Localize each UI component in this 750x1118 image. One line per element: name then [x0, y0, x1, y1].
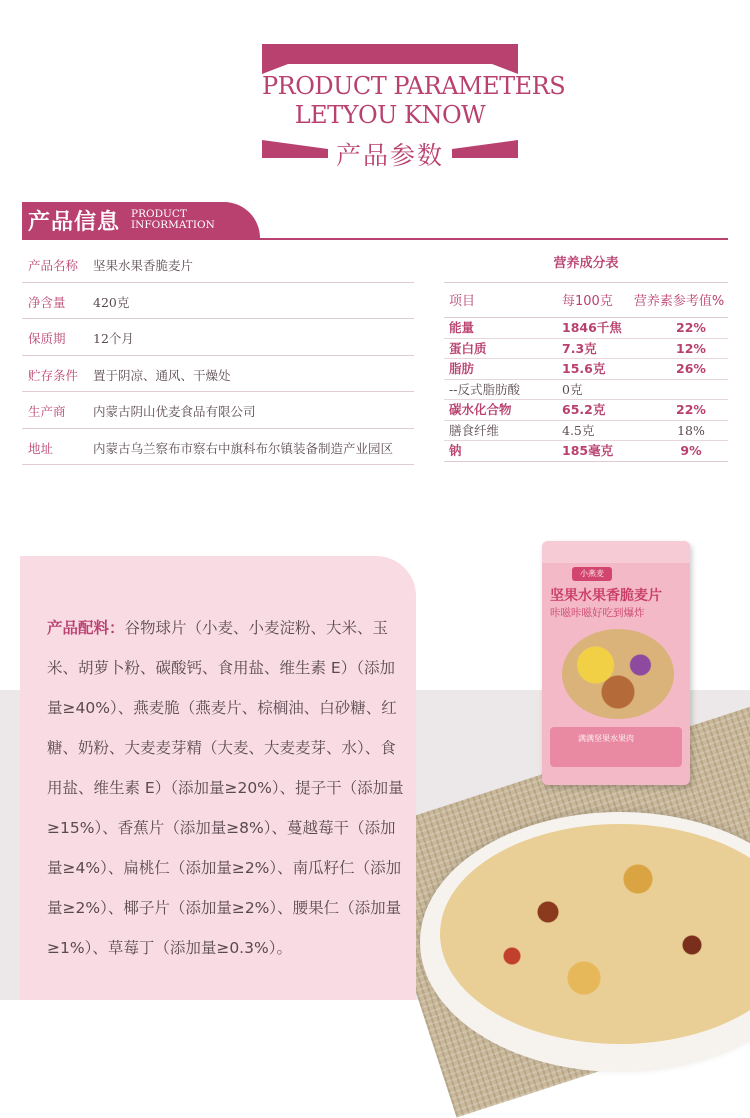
nutrition-item: 能量: [449, 320, 475, 335]
package-band-text: 满满坚果水果肉: [578, 734, 634, 743]
info-value: 坚果水果香脆麦片: [93, 258, 194, 273]
nutrition-header-row: [444, 283, 728, 318]
nutrition-item: 脂肪: [449, 361, 475, 376]
nutrition-table: [444, 246, 728, 462]
section-divider: [22, 238, 728, 240]
nutrition-amount: 0克: [562, 381, 583, 397]
product-package-image: [542, 541, 690, 785]
nutrition-nrv: 22%: [676, 320, 706, 335]
nutrition-nrv: 12%: [676, 340, 706, 356]
nutrition-header-amount: 每100克: [562, 294, 613, 309]
header-en-line2: LETYOU KNOW: [294, 101, 486, 129]
nutrition-item: 碳水化合物: [449, 402, 512, 417]
section-cn-title: 产品信息: [28, 210, 121, 235]
nutrition-amount: 65.2克: [562, 402, 606, 417]
info-key: 净含量: [28, 294, 66, 310]
nutrition-row: [444, 359, 728, 380]
info-row: [22, 246, 414, 283]
info-key: 地址: [28, 440, 54, 456]
nutrition-nrv: 18%: [677, 422, 705, 438]
nutrition-amount: 185毫克: [562, 443, 614, 458]
nutrition-header-nrv: 营养素参考值%: [633, 294, 725, 309]
package-product-name: 坚果水果香脆麦片: [550, 588, 662, 604]
nutrition-amount: 7.3克: [562, 340, 597, 356]
package-fruit-illustration: [562, 629, 674, 719]
header-bottom-right-bar: [452, 140, 518, 158]
info-row: [22, 392, 414, 429]
ingredients-text: 谷物球片（小麦、小麦淀粉、大米、玉米、胡萝卜粉、碳酸钙、食用盐、维生素 E）（添加量≥40%）、燕麦脆（燕麦片、棕榈油、白砂糖、红糖、奶粉、大麦麦芽精（大麦、大麦麦芽、水）、食用盐、维生素 E）（添加量≥20%）、提子干（添加量≥15%）、香蕉片（添加量≥8%）、蔓越莓干（添加量≥4%）、扁桃仁（添加量≥2%）、南瓜籽仁（添加量≥2%）、椰子片（添加量≥2%）、腰果仁（添加量≥1%）、草莓丁（添加量≥0.3%）。: [47, 619, 404, 957]
info-key: 生产商: [28, 404, 66, 419]
nutrition-row: [444, 400, 728, 421]
package-slogan: 咔嗞咔嗞好吃到爆炸: [550, 607, 645, 619]
header-en-line1: PRODUCT PARAMETERS: [262, 72, 566, 100]
info-key: 贮存条件: [28, 367, 79, 383]
info-value: 420克: [93, 294, 130, 310]
info-key: 保质期: [28, 331, 66, 346]
info-value: 内蒙古乌兰察布市察右中旗科布尔镇装备制造产业园区: [93, 440, 394, 456]
nutrition-title: 营养成分表: [444, 246, 728, 283]
info-value: 内蒙古阴山优麦食品有限公司: [93, 404, 256, 419]
info-row: [22, 319, 414, 356]
section-title: [22, 202, 728, 242]
nutrition-row: [444, 380, 728, 401]
nutrition-row: [444, 421, 728, 442]
ingredients-label: 产品配料：: [47, 619, 125, 637]
info-row: [22, 356, 414, 393]
ingredients-panel: [20, 556, 416, 1000]
ingredients-text-block: [47, 608, 407, 968]
info-key: 产品名称: [28, 258, 79, 273]
header-bottom-left-bar: [262, 140, 328, 158]
nutrition-nrv: 9%: [680, 443, 702, 458]
nutrition-nrv: 26%: [676, 361, 706, 376]
page-header: [262, 44, 566, 170]
nutrition-amount: 1846千焦: [562, 320, 622, 335]
info-row: [22, 283, 414, 320]
info-row: [22, 429, 414, 466]
section-badge: [22, 202, 260, 238]
nutrition-row: [444, 441, 728, 462]
header-top-bar: [262, 44, 518, 64]
package-top: [542, 541, 690, 563]
section-en-line1: PRODUCT: [131, 208, 187, 220]
nutrition-item: 钠: [449, 443, 462, 458]
nutrition-row: [444, 339, 728, 360]
nutrition-nrv: 22%: [676, 402, 706, 417]
info-value: 12个月: [93, 331, 134, 346]
product-info-table: [22, 246, 414, 465]
nutrition-amount: 4.5克: [562, 422, 595, 438]
nutrition-amount: 15.6克: [562, 361, 606, 376]
package-brand-logo: 小燕麦: [572, 567, 612, 581]
nutrition-header-item: 项目: [449, 294, 476, 309]
nutrition-row: [444, 318, 728, 339]
header-cn-title: 产品参数: [335, 141, 444, 170]
nutrition-item: 蛋白质: [449, 340, 487, 356]
section-en-line2: INFORMATION: [131, 219, 215, 231]
info-value: 置于阴凉、通风、干燥处: [93, 367, 231, 383]
nutrition-item: 膳食纤维: [449, 422, 500, 438]
nutrition-item: --反式脂肪酸: [449, 381, 520, 397]
